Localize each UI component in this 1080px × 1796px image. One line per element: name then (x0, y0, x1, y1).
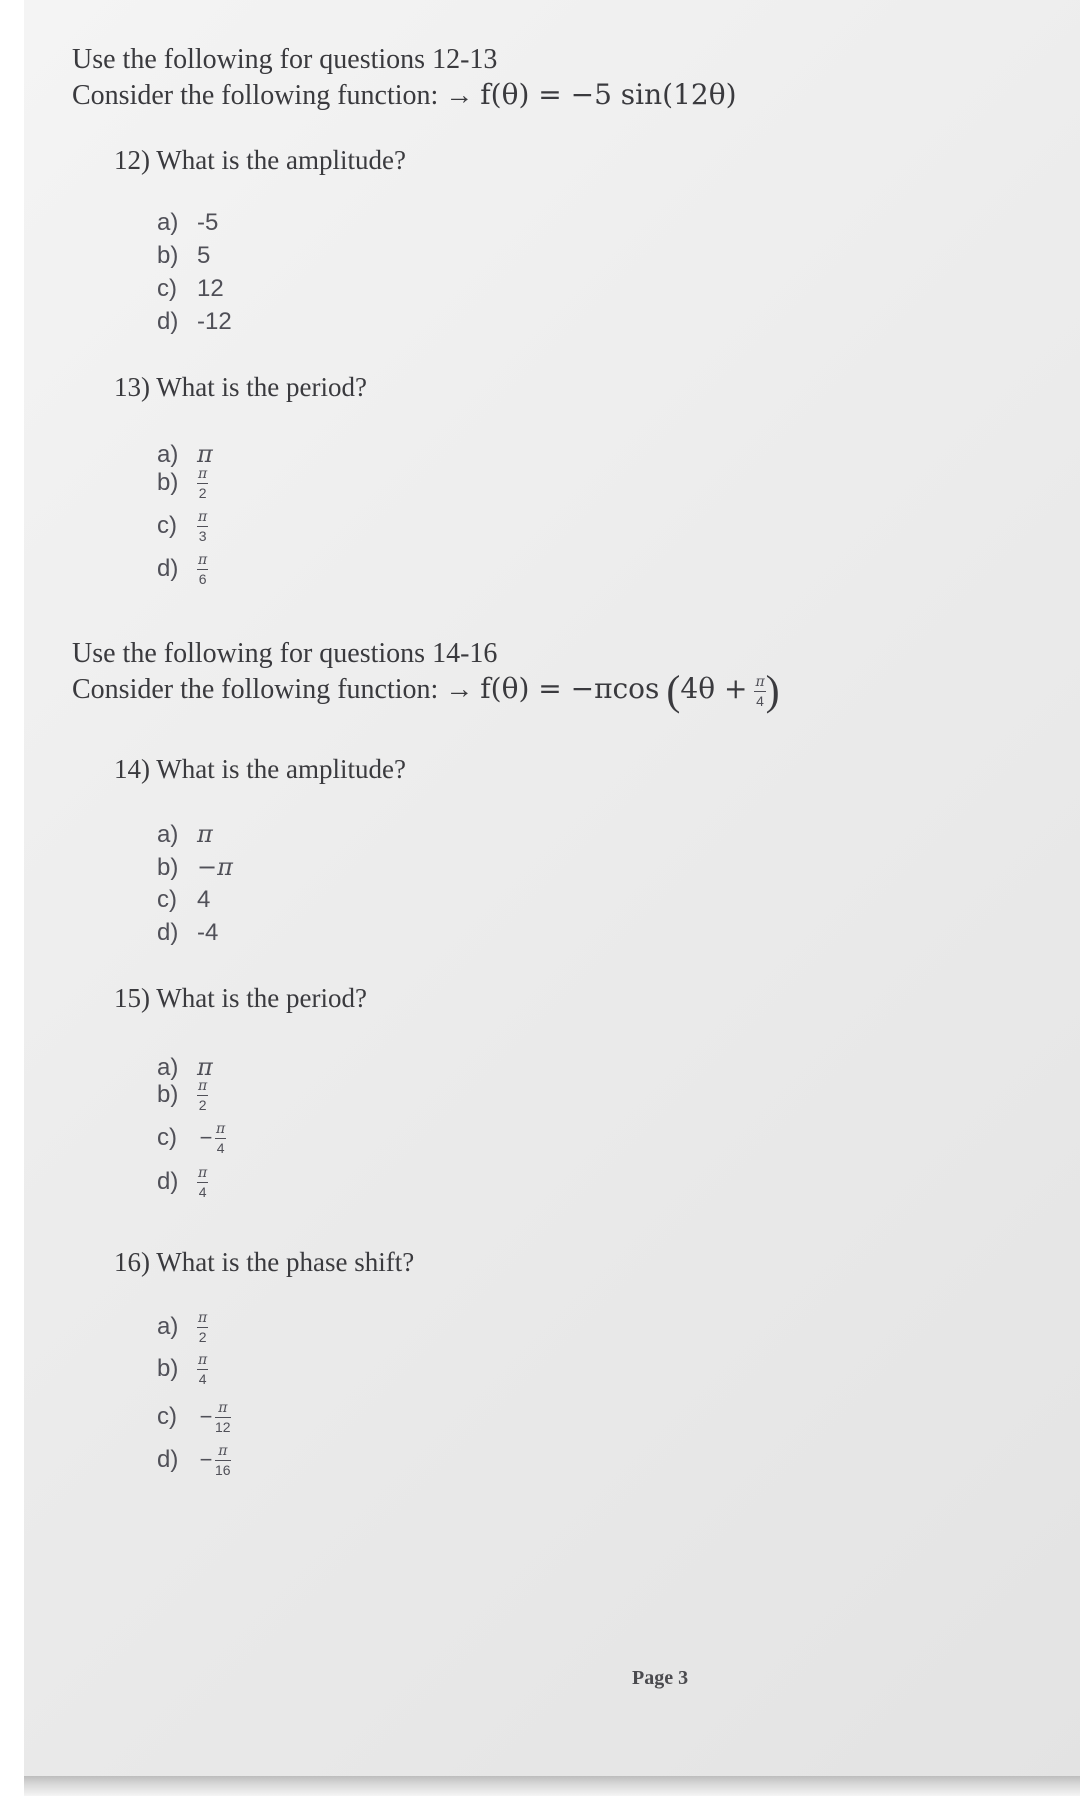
option-label: b) (157, 854, 179, 881)
fraction-numerator: π (198, 466, 208, 482)
q16-option-a[interactable] (157, 1310, 208, 1345)
section2-function-label: Consider the following function: → (72, 674, 474, 705)
question-14: 14) What is the amplitude? (114, 754, 406, 784)
q13-option-b[interactable] (157, 466, 208, 501)
option-label: c) (157, 511, 177, 539)
section2-function-line (72, 668, 780, 715)
section2-function-lhs: f(θ) = −πcos (480, 672, 660, 705)
option-label: a) (157, 821, 179, 848)
fraction-numerator: π (218, 1443, 228, 1459)
option-fraction (197, 1352, 208, 1387)
option-value: 4 (197, 886, 211, 913)
option-label: c) (157, 1123, 177, 1151)
fraction-bar (197, 1182, 208, 1183)
fraction-numerator: π (216, 1121, 226, 1137)
section1-function-label: Consider the following function: → (72, 80, 474, 111)
option-label: a) (157, 1054, 179, 1081)
option-value: -12 (197, 308, 232, 335)
section2-function-fraction (754, 674, 765, 709)
fraction-denominator: 16 (215, 1462, 231, 1478)
option-label: b) (157, 1080, 179, 1108)
question-13: 13) What is the period? (114, 372, 367, 402)
q14-option-c[interactable] (157, 886, 210, 914)
option-fraction (197, 1078, 208, 1113)
fraction-denominator: 2 (198, 1097, 207, 1113)
fraction-denominator: 4 (216, 1140, 225, 1156)
q14-option-a[interactable] (157, 820, 213, 849)
section1-function-line (72, 78, 737, 112)
q14-option-d[interactable] (157, 919, 218, 947)
option-label: a) (157, 1312, 179, 1340)
option-sign: − (199, 1403, 213, 1429)
fraction-bar (215, 1460, 231, 1461)
fraction-numerator: π (218, 1400, 228, 1416)
option-fraction (197, 509, 208, 544)
option-fraction (197, 466, 208, 501)
section1-function: f(θ) = −5 sin(12θ) (480, 78, 737, 111)
option-label: d) (157, 1445, 179, 1473)
fraction-bar (754, 691, 765, 692)
fraction-denominator: 4 (198, 1371, 207, 1387)
option-fraction (197, 1165, 208, 1200)
question-16: 16) What is the phase shift? (114, 1247, 415, 1277)
fraction-numerator: π (198, 509, 208, 525)
page-number: Page 3 (632, 1667, 689, 1689)
q12-option-d[interactable] (157, 308, 232, 336)
option-label: a) (157, 441, 179, 468)
q14-option-b[interactable] (157, 853, 233, 882)
option-fraction (197, 552, 208, 587)
q12-option-b[interactable] (157, 242, 210, 270)
option-fraction (215, 1443, 231, 1478)
option-fraction (197, 1310, 208, 1345)
option-label: d) (157, 554, 179, 582)
q12-option-a[interactable] (157, 209, 218, 237)
fraction-bar (197, 1327, 208, 1328)
fraction-numerator: π (755, 674, 765, 691)
section2-function-inner: 4θ + (680, 672, 748, 705)
fraction-bar (197, 569, 208, 570)
fraction-bar (215, 1138, 226, 1139)
question-15: 15) What is the period? (114, 983, 367, 1013)
fraction-numerator: π (198, 1352, 208, 1368)
fraction-bar (197, 483, 208, 484)
section1-intro: Use the following for questions 12-13 (72, 44, 498, 75)
q13-option-d[interactable] (157, 552, 208, 587)
fraction-numerator: π (198, 1165, 208, 1181)
fraction-denominator: 2 (198, 485, 207, 501)
left-paren: ( (666, 668, 681, 715)
fraction-bar (197, 1095, 208, 1096)
option-value: −π (197, 853, 233, 881)
option-value: π (197, 1053, 213, 1081)
fraction-denominator: 2 (198, 1329, 207, 1345)
fraction-bar (197, 1369, 208, 1370)
fraction-numerator: π (198, 1310, 208, 1326)
q16-option-d[interactable] (157, 1443, 231, 1478)
option-label: b) (157, 1354, 179, 1382)
fraction-numerator: π (198, 552, 208, 568)
fraction-numerator: π (198, 1078, 208, 1094)
option-value: 12 (197, 275, 224, 302)
option-value: π (197, 820, 213, 848)
section2-intro: Use the following for questions 14-16 (72, 638, 498, 669)
option-value: -4 (197, 919, 219, 946)
q12-option-c[interactable] (157, 275, 224, 303)
option-label: c) (157, 275, 177, 302)
fraction-bar (215, 1417, 231, 1418)
option-label: a) (157, 209, 179, 236)
option-label: d) (157, 308, 179, 335)
q15-option-b[interactable] (157, 1078, 208, 1113)
option-label: b) (157, 468, 179, 496)
option-label: c) (157, 886, 177, 913)
option-label: d) (157, 1167, 179, 1195)
q16-option-b[interactable] (157, 1352, 208, 1387)
option-sign: − (199, 1446, 213, 1472)
fraction-denominator: 4 (756, 693, 764, 710)
fraction-bar (197, 526, 208, 527)
question-12: 12) What is the amplitude? (114, 145, 406, 175)
fraction-denominator: 12 (215, 1419, 231, 1435)
option-value: π (197, 440, 213, 468)
page-bottom-edge (24, 1776, 1080, 1796)
option-label: c) (157, 1402, 177, 1430)
fraction-denominator: 6 (198, 571, 207, 587)
fraction-denominator: 4 (198, 1184, 207, 1200)
q15-option-c[interactable] (157, 1121, 226, 1156)
option-label: b) (157, 242, 179, 269)
q13-option-a[interactable] (157, 440, 213, 469)
option-value: 5 (197, 242, 211, 269)
fraction-denominator: 3 (198, 528, 207, 544)
option-fraction (215, 1400, 231, 1435)
q13-option-c[interactable] (157, 509, 208, 544)
option-value: -5 (197, 209, 219, 236)
q16-option-c[interactable] (157, 1400, 231, 1435)
option-fraction (215, 1121, 226, 1156)
option-sign: − (199, 1124, 213, 1150)
option-label: d) (157, 919, 179, 946)
q15-option-d[interactable] (157, 1165, 208, 1200)
right-paren: ) (765, 668, 780, 715)
